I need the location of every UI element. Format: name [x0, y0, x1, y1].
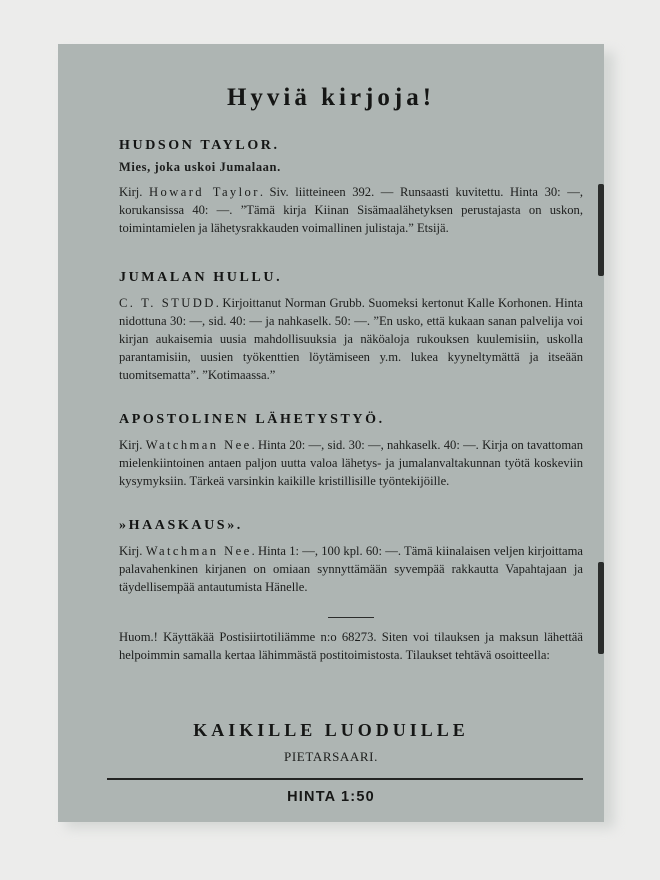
- book-author: Watchman Nee: [145, 438, 252, 452]
- book-text: . Hinta 1: —, 100 kpl. 60: —. Tämä kiinalaisen veljen kirjoittama palavahenkinen kirjanen on omiaan synnyttämään syvempää rakkautta Vapahtajaan ja täydellisempää antautumista Hänelle.: [119, 544, 584, 594]
- book-entry-hudson-taylor: [119, 138, 583, 237]
- author-prefix: Kirj.: [119, 438, 143, 452]
- book-text: . Siv. liitteineen 392. — Runsaasti kuvitettu. Hinta 30: —, korukansissa 40: —. ”Tämä kirja Kiinan Sisämaalähetyksen perustajasta on uskon, toimintamielen ja lähetysrakkauden voimallinen julistaja.” Etsijä.: [119, 185, 583, 235]
- page-heading: Hyviä kirjoja!: [226, 84, 436, 111]
- order-note-text: Huom.! Käyttäkää Postisiirtotiliämme n:o 68273. Siten voi tilauksen ja maksun lähettää helpoimmin samalla kertaa lähimmästä postitoimistosta. Tilaukset tehtävä osoitteella:: [119, 630, 583, 662]
- book-entry-apostolinen-lahetystyo: [119, 412, 583, 490]
- book-description: [119, 294, 583, 384]
- price-label: HINTA 1:50: [287, 789, 375, 805]
- book-description: [119, 542, 583, 596]
- order-note: [119, 628, 583, 664]
- book-title: APOSTOLINEN LÄHETYSTYÖ.: [119, 412, 385, 427]
- book-author: C. T. STUDD: [119, 296, 216, 310]
- footer-rule: [107, 778, 583, 780]
- book-text: . Hinta 20: —, sid. 30: —, nahkaselk. 40: —. Kirja on tavattoman mielenkiintoinen antaen paljon uutta valoa lähetys- ja jumalanvaltakunnan työtä koskeviin kysymyksiin. Tärkeä varsinkin kaikille kristillisille työntekijöille.: [119, 438, 584, 488]
- book-title: HUDSON TAYLOR.: [119, 138, 280, 153]
- book-title: JUMALAN HULLU.: [119, 270, 283, 285]
- book-description: [119, 183, 583, 237]
- book-author: Watchman Nee: [145, 544, 252, 558]
- binding-clip-bottom: [598, 562, 604, 654]
- book-entry-jumalan-hullu: [119, 270, 583, 384]
- author-prefix: Kirj.: [119, 185, 143, 199]
- book-entry-haaskaus: [119, 518, 583, 596]
- binding-clip-top: [598, 184, 604, 276]
- booklet-back-cover: [58, 44, 604, 822]
- book-text: . Kirjoittanut Norman Grubb. Suomeksi kertonut Kalle Korhonen. Hinta nidottuna 30: —, sid. 40: — ja nahkaselk. 50: —. ”En usko, että kukaan sanan palvelija voi kirjan aukaisemia uusia mahdollisuuksia ja näköaloja rukouksen kuulemisiin, uskolla parantamisiin, uusien työkenttien löytämiseen y.m. lukea kyyneltymättä ja itseään tuomitsematta”. ”Kotimaassa.”: [119, 296, 583, 382]
- book-description: [119, 436, 583, 490]
- book-title: »HAASKAUS».: [119, 518, 243, 533]
- section-divider: [328, 617, 374, 618]
- book-subtitle: Mies, joka uskoi Jumalaan.: [119, 160, 281, 174]
- author-prefix: Kirj.: [119, 544, 143, 558]
- publisher-name: KAIKILLE LUODUILLE: [193, 720, 469, 740]
- publisher-city: PIETARSAARI.: [284, 749, 378, 764]
- book-author: Howard Taylor: [149, 185, 260, 199]
